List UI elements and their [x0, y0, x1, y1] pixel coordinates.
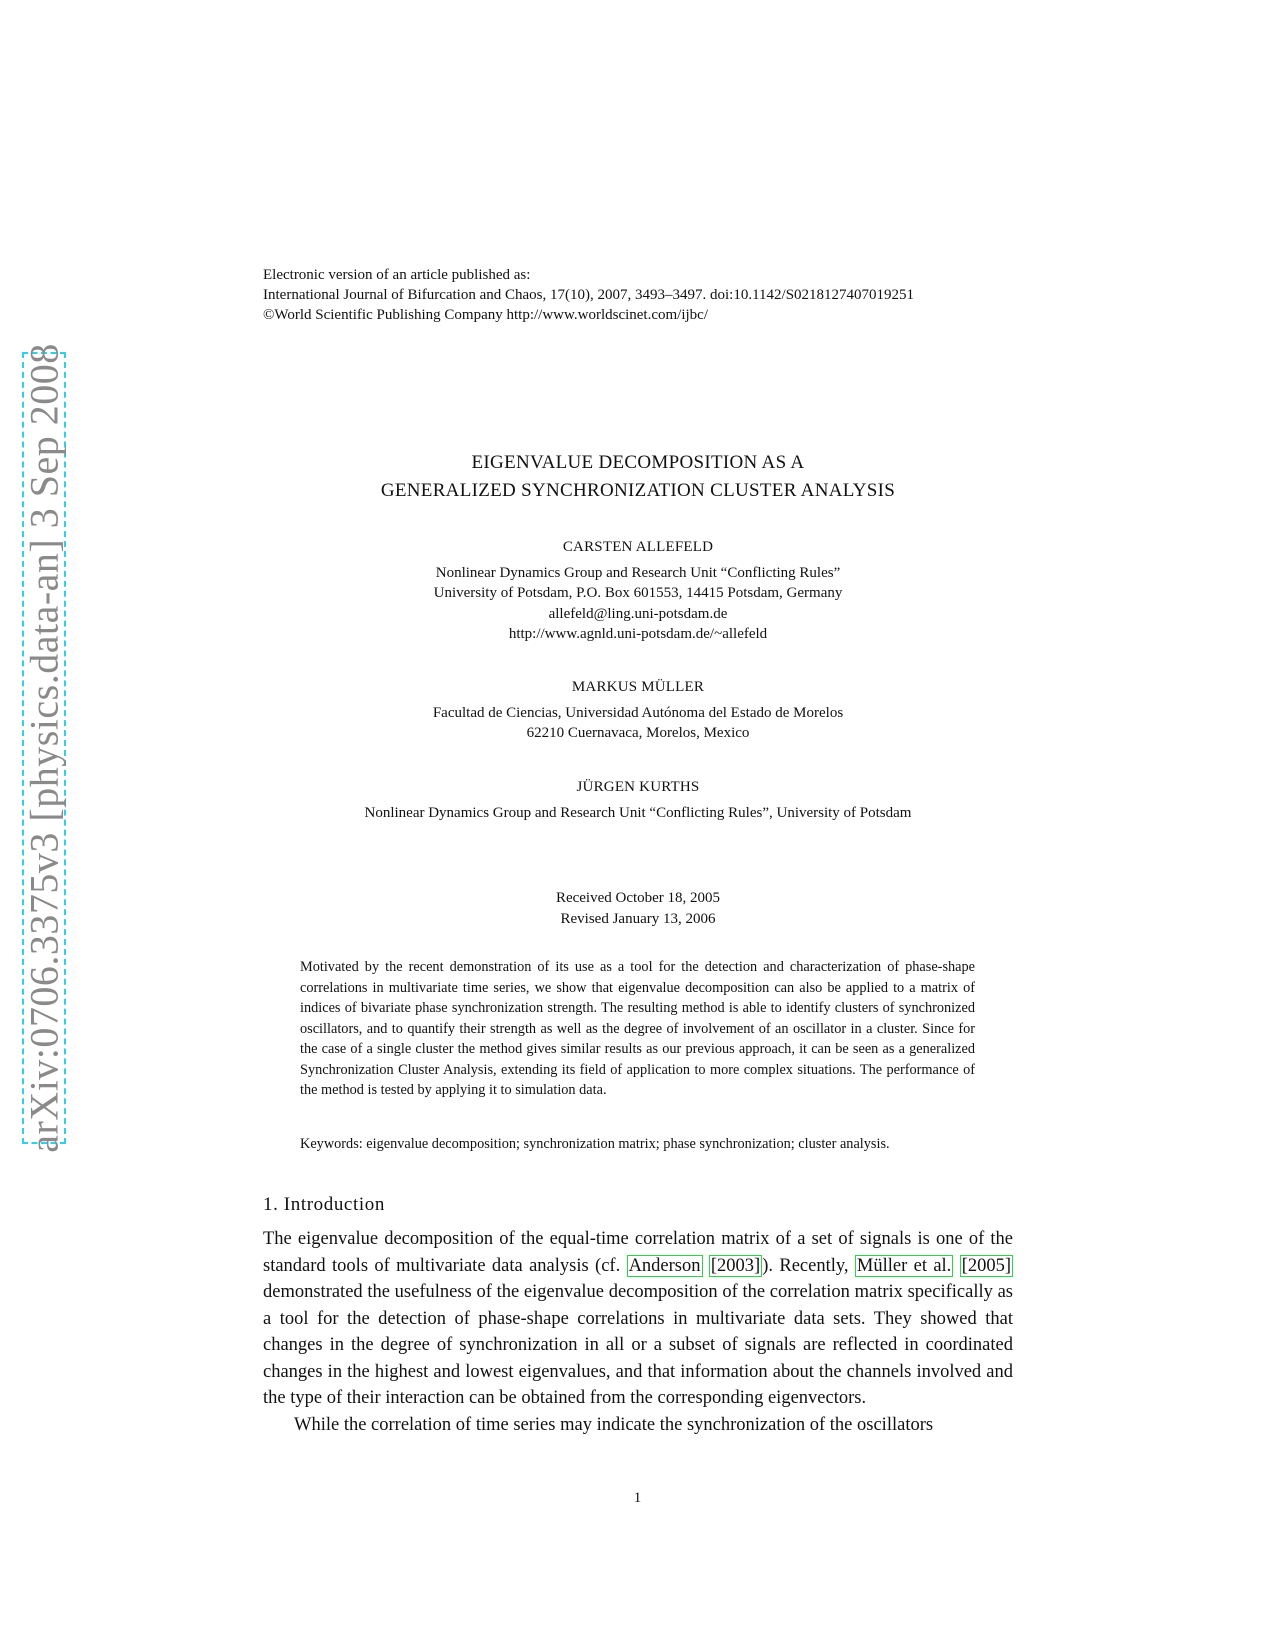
author-homepage: http://www.agnld.uni-potsdam.de/~allefeld: [508, 626, 768, 642]
section-heading-introduction: 1. Introduction: [263, 1194, 385, 1215]
author-block-allefeld: [263, 537, 1013, 645]
paper-title-line-2: GENERALIZED SYNCHRONIZATION CLUSTER ANALYSIS: [380, 480, 896, 501]
paper-title-line-1: EIGENVALUE DECOMPOSITION AS A: [471, 452, 805, 473]
revised-date: Revised January 13, 2006: [560, 910, 716, 927]
paragraph: [263, 1226, 1013, 1412]
author-name: CARSTEN ALLEFELD: [562, 539, 714, 555]
paragraph-text: demonstrated the usefulness of the eigenvalue decomposition of the correlation matrix specifically as a tool for the detection of phase-shape correlations in multivariate data sets. They showed that changes in the degree of synchronization in all or a subset of signals are reflected in coordinated changes in the highest and lowest eigenvalues, and that information about the channels involved and the type of their interaction can be obtained from the corresponding eigenvectors.: [263, 1282, 1013, 1408]
author-affiliation-line: Nonlinear Dynamics Group and Research Unit “Conflicting Rules”, University of Potsdam: [364, 804, 912, 821]
page-number: 1: [633, 1490, 642, 1506]
keywords: Keywords: eigenvalue decomposition; synchronization matrix; phase synchronization; cluster analysis.: [300, 1136, 890, 1152]
author-email: allefeld@ling.uni-potsdam.de: [548, 605, 728, 622]
author-name: JÜRGEN KURTHS: [576, 779, 700, 795]
submission-dates: [263, 888, 1013, 929]
publication-journal-line: International Journal of Bifurcation and Chaos, 17(10), 2007, 3493–3497. doi:10.1142/S0218127407019251: [263, 287, 915, 303]
publication-notice: [263, 265, 1083, 325]
citation-link-anderson[interactable]: Anderson: [628, 1255, 701, 1276]
author-name: MARKUS MÜLLER: [571, 679, 705, 695]
paragraph-text: ). Recently,: [762, 1255, 855, 1276]
paragraph-text: [953, 1256, 959, 1276]
citation-link-anderson-year[interactable]: [2003]: [710, 1255, 761, 1276]
paragraph: While the correlation of time series may indicate the synchronization of the oscillators: [294, 1414, 934, 1435]
author-affiliation-line: Facultad de Ciencias, Universidad Autónoma del Estado de Morelos: [432, 704, 844, 721]
paragraph-text: The eigenvalue decomposition of the equal-time correlation matrix of a set of signals is one of the standard tools of multivariate data analysis (cf.: [263, 1229, 1013, 1276]
arxiv-identifier-stamp: [21, 343, 67, 1153]
arxiv-identifier-text: arXiv:0706.3375v3 [physics.data-an] 3 Sep 2008: [21, 343, 67, 1153]
publication-notice-line: Electronic version of an article published as:: [263, 267, 531, 283]
introduction-body: [263, 1226, 1013, 1438]
author-affiliation-line: University of Potsdam, P.O. Box 601553, 14415 Potsdam, Germany: [433, 585, 843, 601]
paragraph-text: [703, 1256, 709, 1276]
author-affiliation-line: Nonlinear Dynamics Group and Research Unit “Conflicting Rules”: [435, 564, 841, 581]
author-block-muller: [263, 677, 1013, 744]
received-date: Received October 18, 2005: [555, 890, 721, 906]
author-block-kurths: [263, 777, 1013, 823]
paper-title: [263, 449, 1013, 505]
citation-link-muller-year[interactable]: [2005]: [961, 1255, 1012, 1276]
author-affiliation-line: 62210 Cuernavaca, Morelos, Mexico: [526, 725, 750, 741]
abstract: Motivated by the recent demonstration of its use as a tool for the detection and characterization of phase-shape correlations in multivariate time series, we show that eigenvalue decomposition can also be applied to a matrix of indices of bivariate phase synchronization strength. The resulting method is able to identify clusters of synchronized oscillators, and to quantify their strength as well as the degree of involvement of an oscillator in a cluster. Since for the case of a single cluster the method gives similar results as our previous approach, it can be seen as a generalized Synchronization Cluster Analysis, extending its field of application to more complex situations. The performance of the method is tested by applying it to simulation data.: [300, 959, 975, 1098]
citation-link-muller[interactable]: Müller et al.: [856, 1255, 952, 1276]
publication-copyright-line: ©World Scientific Publishing Company http://www.worldscinet.com/ijbc/: [263, 307, 709, 323]
